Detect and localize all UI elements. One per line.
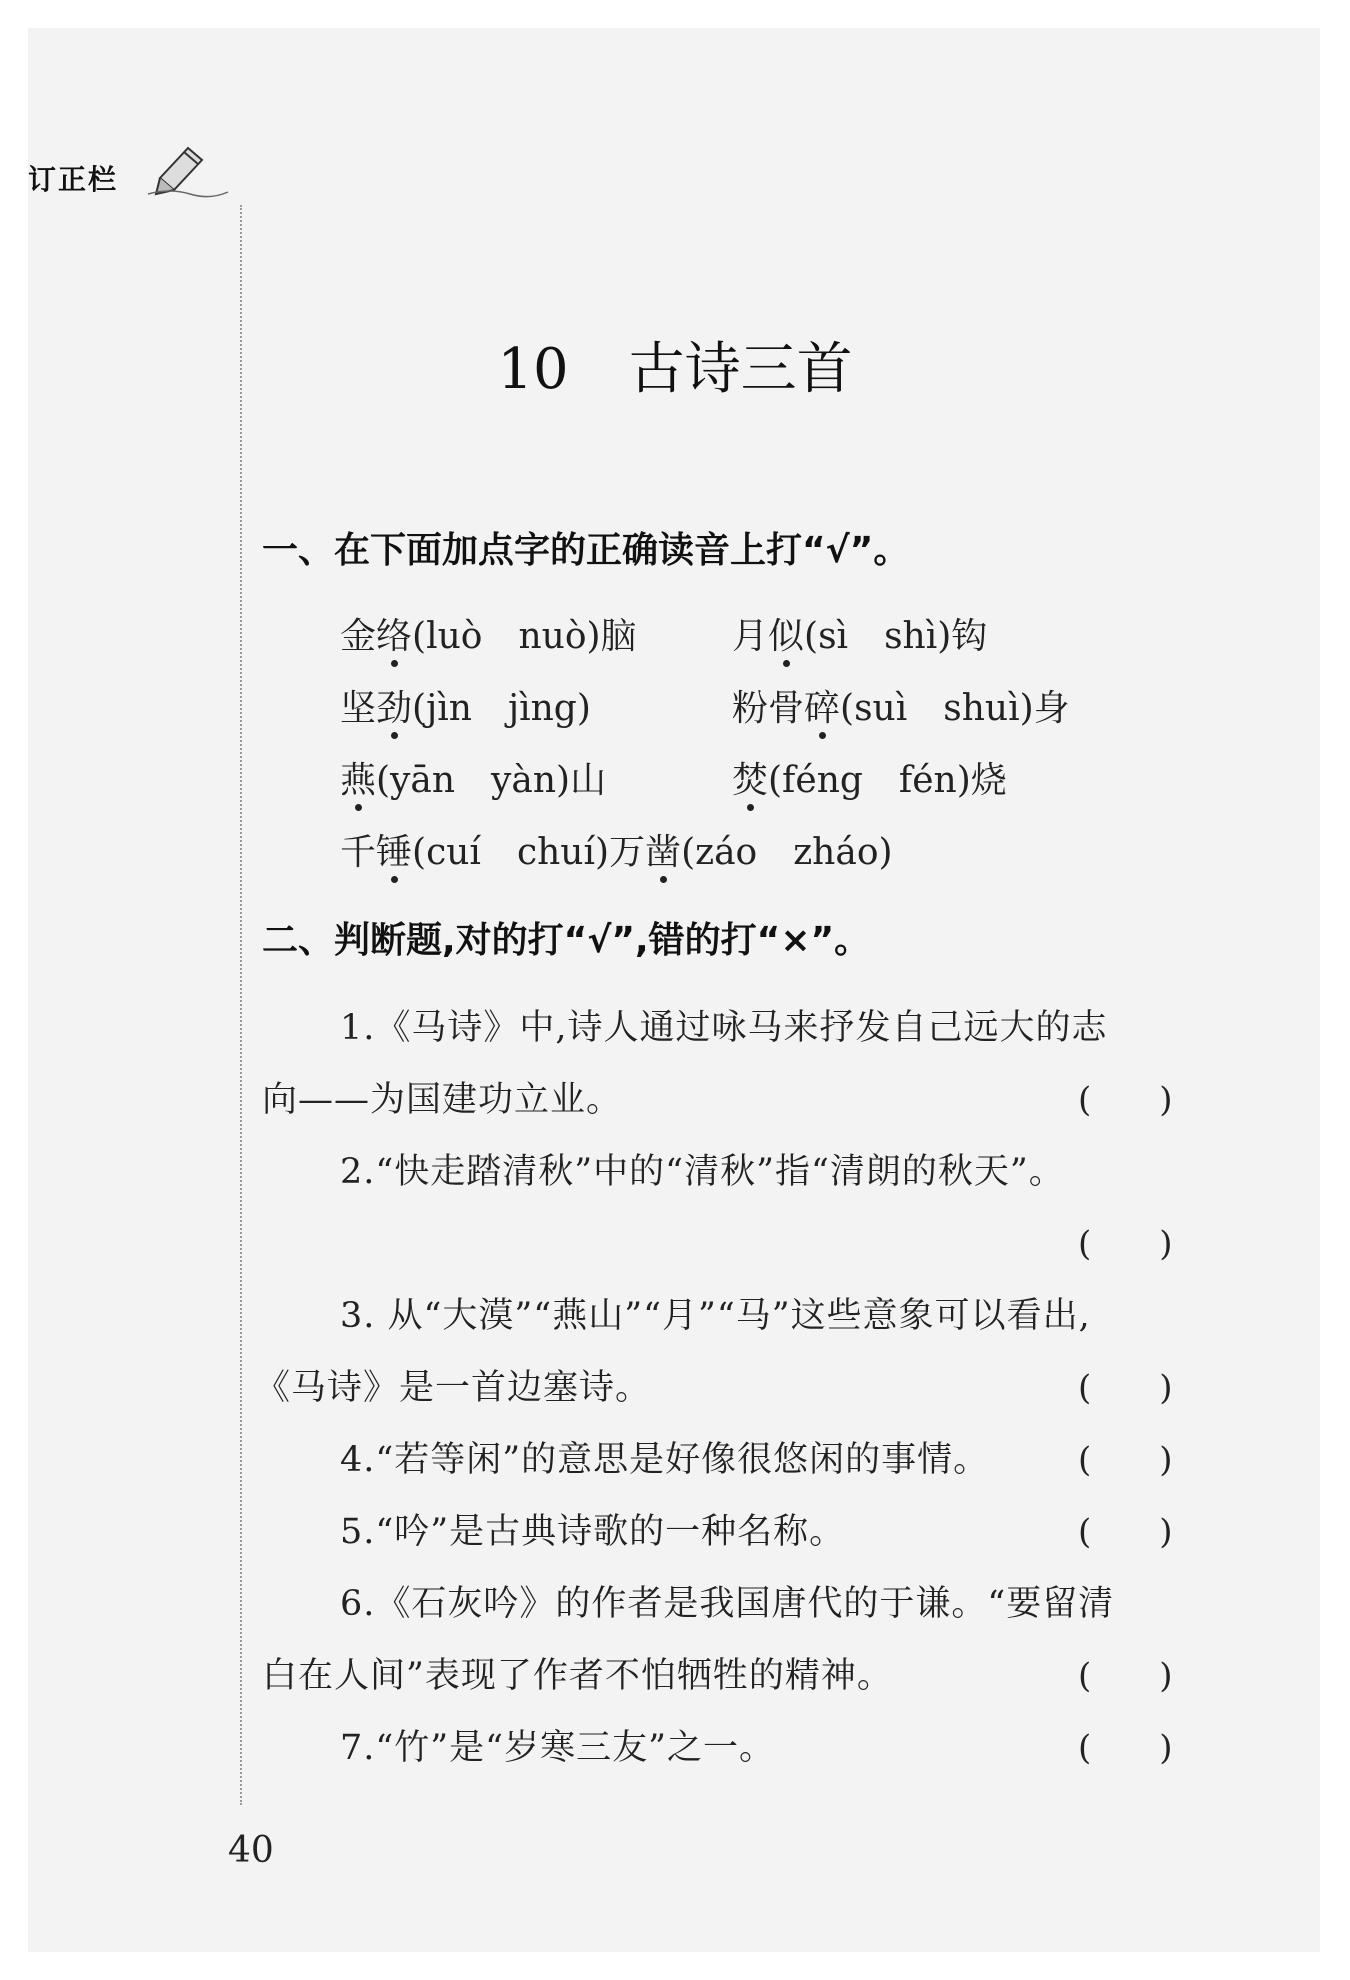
dotted-char: 似 [768,608,804,659]
answer-blank[interactable]: ( ) [1078,1728,1173,1768]
question-2-line1: 2.“快走踏清秋”中的“清秋”指“清朗的秋天”。 [340,1152,1065,1192]
correction-margin-divider [240,205,242,1805]
pinyin-item: 月似(sì shì)钩 [732,608,987,659]
answer-blank[interactable]: ( ) [1078,1080,1173,1120]
dotted-char: 凿 [645,824,681,875]
page-number: 40 [228,1830,274,1871]
answer-blank[interactable]: ( ) [1078,1656,1173,1696]
question-1-line2: 向——为国建功立业。 [262,1080,623,1120]
answer-blank[interactable]: ( ) [1078,1368,1173,1408]
correction-column-label: 订正栏 [28,163,119,196]
pinyin-item: 燕(yān yàn)山 [340,752,606,803]
question-3-line2: 《马诗》是一首边塞诗。 [255,1368,652,1408]
lesson-number: 10 [497,337,569,402]
answer-blank[interactable]: ( ) [1078,1224,1173,1264]
dotted-char: 锤 [376,824,412,875]
dotted-char: 碎 [804,680,840,731]
answer-blank[interactable]: ( ) [1078,1440,1173,1480]
lesson-name: 古诗三首 [628,337,853,402]
question-1-line1: 1.《马诗》中,诗人通过咏马来抒发自己远大的志 [340,1008,1108,1048]
lesson-title [0,325,1350,405]
pinyin-item: 焚(féng fén)烧 [732,752,1007,803]
section1-heading: 一、在下面加点字的正确读音上打“√”。 [262,530,910,571]
dotted-char: 劲 [376,680,412,731]
pinyin-item: 金络(luò nuò)脑 [340,608,637,659]
question-6-line2: 白在人间”表现了作者不怕牺牲的精神。 [262,1656,893,1696]
question-5-line1: 5.“吟”是古典诗歌的一种名称。 [340,1512,846,1552]
question-4-line1: 4.“若等闲”的意思是好像很悠闲的事情。 [340,1440,990,1480]
section2-heading: 二、判断题,对的打“√”,错的打“×”。 [262,920,871,961]
dotted-char: 燕 [340,752,376,803]
pinyin-item: 千锤(cuí chuí)万凿(záo zháo) [340,824,893,875]
question-3-line1: 3. 从“大漠”“燕山”“月”“马”这些意象可以看出, [340,1296,1091,1336]
pinyin-item: 坚劲(jìn jìng) [340,680,591,731]
question-6-line1: 6.《石灰吟》的作者是我国唐代的于谦。“要留清 [340,1584,1115,1624]
question-7-line1: 7.“竹”是“岁寒三友”之一。 [340,1728,775,1768]
pencil-icon [140,138,230,198]
dotted-char: 络 [376,608,412,659]
pinyin-item: 粉骨碎(suì shuì)身 [732,680,1070,731]
dotted-char: 焚 [732,752,768,803]
answer-blank[interactable]: ( ) [1078,1512,1173,1552]
